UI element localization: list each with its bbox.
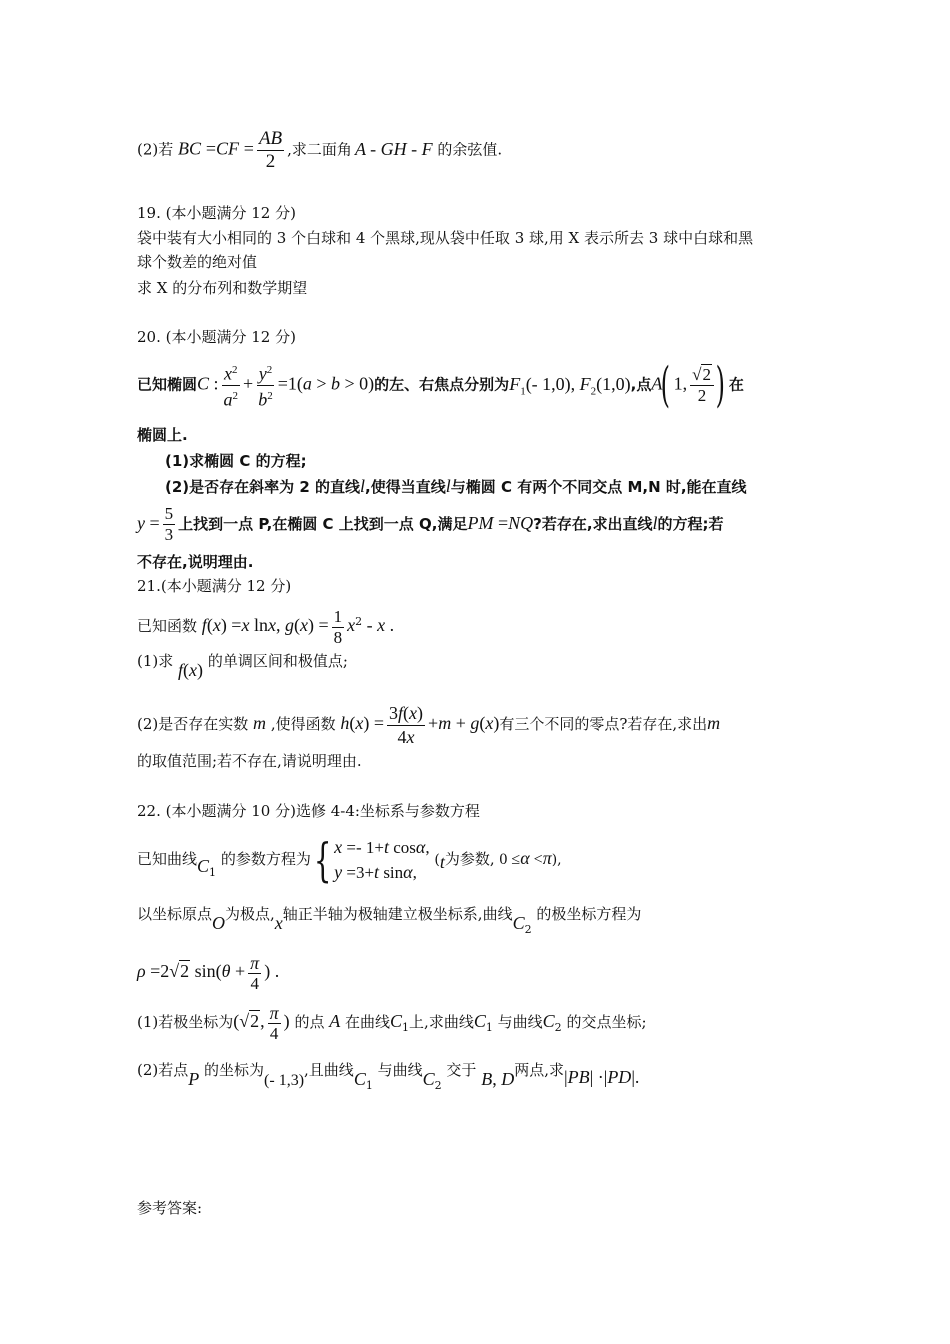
q20-stem-end: 椭圆上. [137,426,188,444]
q22-header: 22. (本小题满分 10 分)选修 4-4:坐标系与参数方程 [137,802,480,820]
q19-line1: 袋中装有大小相同的 3 个白球和 4 个黑球,现从袋中任取 3 球,用 X 表示所去 3 球中白球和黑 [137,229,754,247]
q22-part2: (2)若点P 的坐标为(- 1,3),且曲线$C_1$ 与曲线$C_2$ 交于 B, D两点,求|PB| ·|PD|. [137,1061,640,1092]
q20-part1: (1)求椭圆 C 的方程; [165,452,307,470]
q19-header: 19. (本小题满分 12 分) [137,204,296,222]
q18-part2: (2)若 BC =CF = $\frac{AB}{2}$ ,求二面角 A - GH - F 的余弦值. [137,128,503,172]
fraction-ab-over-2: $\frac{AB}{2}$ [258,128,283,172]
q19-line2: 球个数差的绝对值 [137,253,258,271]
q20-stem: 已知椭圆C : $\frac{x^2}{a^2}$ + $\frac{y^2}{b^2}$ =1(a > b > 0)的左、右焦点分别为$F_1(-$ 1,0), $F_2(1,0)$,点A( 1, $\frac{√2}{2}$ ) 在 [137,357,744,414]
q22-line2: 以坐标原点O为极点,x轴正半轴为极轴建立极坐标系,曲线$C_2$ 的极坐标方程为 [137,905,642,936]
q20-part2-end: 不存在,说明理由. [137,553,254,571]
q21-part1: (1)求 f(x) 的单调区间和极值点; [137,652,348,680]
q21-stem: 已知函数 f(x) =x lnx, g(x) = $\frac{1}{8}$ $x^2$ - x . [137,606,395,647]
dihedral-angle: A - GH - F [354,138,433,159]
answers-label: 参考答案: [137,1199,203,1217]
q20-part2-cont: y = $\frac{5}{3}$ 上找到一点 P,在椭圆 C 上找到一点 Q,满足PM =NQ?若存在,求出直线l的方程;若 [137,504,724,544]
q22-stem: 已知曲线$C_1$ 的参数方程为{ x =- 1+t cosα, y =3+t sinα, (t为参数, 0 ≤α <π), [137,833,562,887]
q22-part1: (1)若极坐标为(√2, $\frac{\pi}{4}$ ) 的点 A 在曲线$C_1$上,求曲线$C_1$ 与曲线$C_2$ 的交点坐标; [137,1002,647,1043]
q21-part2: (2)是否存在实数 m ,使得函数 h(x) = $\frac{3f(x)}{4x}$ +m + g(x)有三个不同的零点?若存在,求出m [137,702,721,747]
q22-polar-equation: ρ =2√2 sin(θ + $\frac{\pi}{4}$ ) . [137,952,280,993]
q21-part2-end: 的取值范围;若不存在,请说明理由. [137,752,362,770]
q20-part2: (2)是否存在斜率为 2 的直线l,使得当直线l与椭圆 C 有两个不同交点 M,N 时,能在直线 [165,476,747,496]
q21-header: 21.(本小题满分 12 分) [137,577,292,595]
q20-header: 20. (本小题满分 12 分) [137,328,296,346]
q19-line3: 求 X 的分布列和数学期望 [137,279,308,297]
